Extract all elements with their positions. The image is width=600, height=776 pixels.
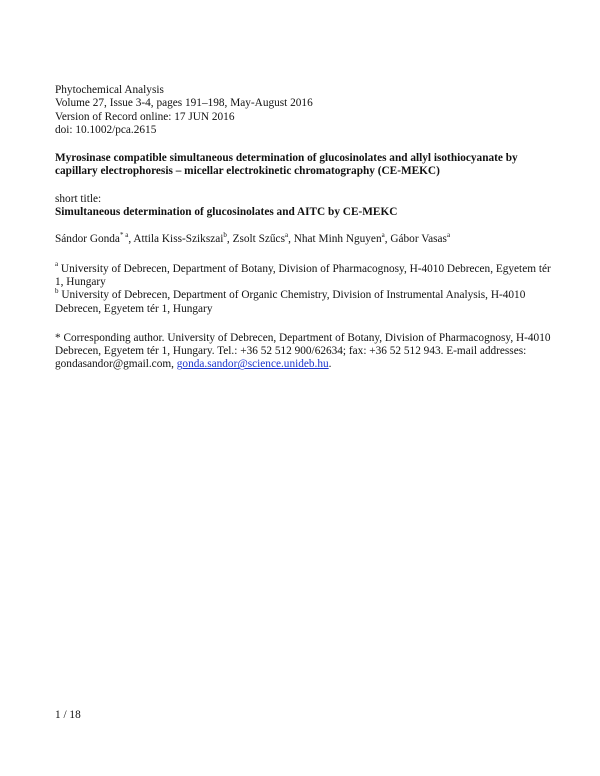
author: Nhat Minh Nguyen$^a$, xyxy=(293,230,391,246)
author: Sándor Gonda$^{* a}$, xyxy=(55,230,134,246)
affiliations xyxy=(55,259,555,316)
journal-version: Version of Record online: 17 JUN 2016 xyxy=(55,110,235,123)
author: Attila Kiss-Szikszai$^b$, xyxy=(133,230,233,246)
short-title-text: Simultaneous determination of glucosinolates and AITC by CE-MEKC xyxy=(55,206,398,219)
journal-name: Phytochemical Analysis xyxy=(55,84,164,96)
author: Zsolt Szűcs$^a$, xyxy=(232,230,294,246)
author: Gábor Vasas$^a$ xyxy=(390,230,451,246)
email-link[interactable]: gonda.sandor@science.unideb.hu xyxy=(176,358,329,371)
short-title-block xyxy=(55,193,555,220)
affiliation: $^a$ University of Debrecen, Department of Botany, Division of Pharmacognosy, H-4010 Debrecen, Egyetem tér 1, Hungary xyxy=(55,259,551,288)
journal-doi: doi: 10.1002/pca.2615 xyxy=(55,123,157,136)
article-title: Myrosinase compatible simultaneous determination of glucosinolates and allyl isothiocyanate by capillary electrophoresis – micellar electrokinetic chromatography (CE-MEKC) xyxy=(55,152,518,178)
short-title-label: short title: xyxy=(55,192,102,205)
author-list xyxy=(55,230,555,246)
document-page xyxy=(55,84,555,372)
affiliation: $^b$ University of Debrecen, Department of Organic Chemistry, Division of Instrumental Analysis, H-4010 Debrecen, Egyetem tér 1, Hungary xyxy=(55,286,526,315)
corresponding-author: * Corresponding author. University of Debrecen, Department of Botany, Division of Pharmacognosy, H-4010 Debrecen, Egyetem tér 1, Hungary. Tel.: +36 52 512 900/62634; fax: +36 52 512 943. E-mail addresses: gondasandor@gmail.com, gonda.sandor@science.unideb.hu. xyxy=(55,331,551,371)
journal-volume: Volume 27, Issue 3-4, pages 191–198, May-August 2016 xyxy=(55,97,313,110)
page-number: 1 / 18 xyxy=(55,709,81,721)
journal-info xyxy=(55,84,555,137)
